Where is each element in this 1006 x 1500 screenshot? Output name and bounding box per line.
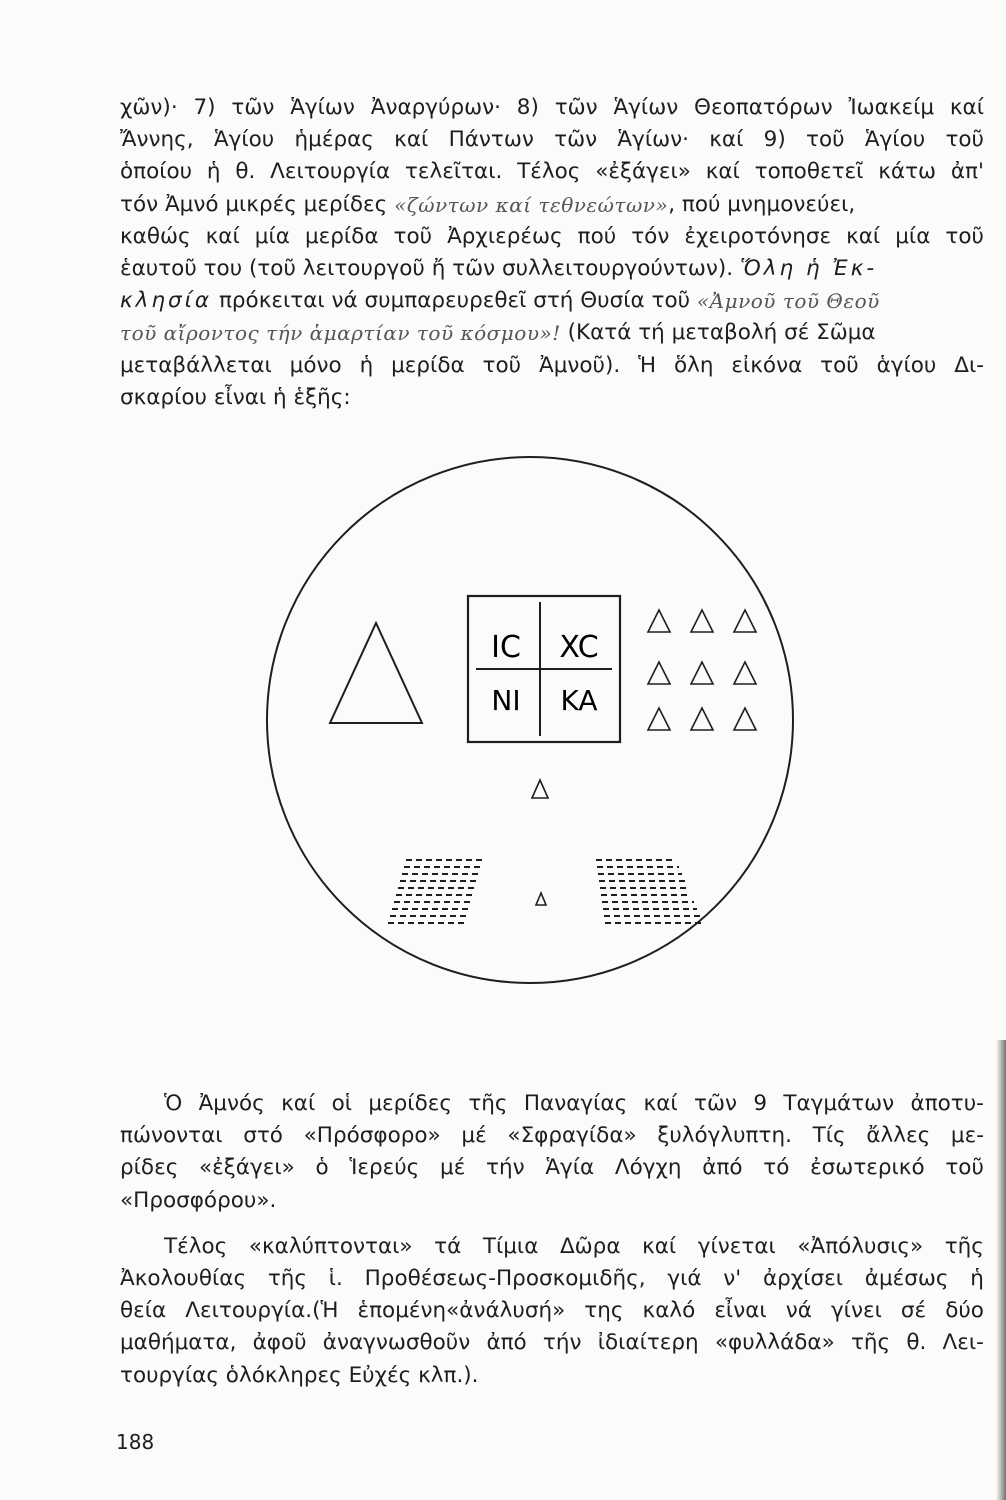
word: ὁποίου <box>120 159 193 185</box>
word: Ἁγίου <box>864 127 926 153</box>
order-triangle <box>691 708 713 730</box>
word: Τέλος <box>164 1233 228 1259</box>
word: τήν <box>486 1155 525 1181</box>
word: καί <box>643 1091 678 1116</box>
living-portions <box>388 860 486 923</box>
church-phrase-end: κλησία <box>120 288 213 314</box>
word: τοποθετεῖ <box>754 159 864 185</box>
word: σέ <box>900 1298 927 1324</box>
word: ἱ. <box>328 1266 343 1292</box>
line-text: τουργίας ὁλόκληρες Εὐχές κλπ.). <box>120 1362 479 1388</box>
word: 7) <box>193 95 216 120</box>
word: ὁ <box>315 1155 329 1181</box>
word: τοῦ <box>820 352 859 378</box>
word: «καλύπτονται» <box>248 1233 413 1259</box>
word: τῶν <box>554 127 598 153</box>
word: ἀπό <box>486 1330 527 1356</box>
lamb-seal <box>468 596 620 742</box>
bottom-text <box>120 1088 984 1392</box>
word: τοῦ <box>393 223 433 249</box>
word: μία <box>895 223 931 249</box>
text-line <box>120 1088 984 1120</box>
line-text <box>120 1152 984 1184</box>
word: Ἱερεύς <box>349 1155 420 1181</box>
word: τῆς <box>944 1233 984 1259</box>
line-text <box>120 92 984 124</box>
word: μαθήματα, <box>120 1330 237 1356</box>
word: ἀναγνωσθοῦν <box>322 1330 471 1356</box>
paragraph-gap <box>120 1217 984 1231</box>
line-text <box>120 1120 984 1152</box>
line-text <box>120 221 984 253</box>
word: εἰκόνα <box>731 352 803 378</box>
word: Λει- <box>942 1330 984 1356</box>
order-triangle <box>691 662 713 684</box>
word: Λόγχη <box>614 1155 682 1181</box>
text-line <box>120 1185 984 1217</box>
word: μόνο <box>289 352 342 378</box>
order-triangle <box>734 610 756 632</box>
line-text: σκαρίου εἶναι ἡ ἑξῆς: <box>120 384 351 410</box>
word: Ὁ <box>164 1091 183 1116</box>
word: ἡ <box>206 159 221 185</box>
word: Δῶρα <box>559 1233 621 1259</box>
word: Ἁγίου <box>213 127 275 153</box>
word: καθώς <box>120 223 191 249</box>
word: Τίμια <box>482 1233 539 1259</box>
page-edge-shadow <box>996 1040 1006 1500</box>
line-text: , πού μνημονεύει, <box>668 191 856 217</box>
word: Τέλος <box>517 159 581 185</box>
word: Ἀρχιερέως <box>447 223 563 249</box>
word: τοῦ <box>945 223 984 249</box>
word: Ἄννης, <box>120 127 194 153</box>
word: Ἰωακείμ <box>848 95 935 120</box>
seal-xc: XC <box>559 630 599 665</box>
line-text <box>120 1327 984 1359</box>
word: καλό <box>642 1298 696 1324</box>
order-triangle <box>734 662 756 684</box>
line-text <box>120 1295 984 1327</box>
word: ἑπομένη«ἀνάλυσή» <box>357 1298 566 1324</box>
text-line <box>120 1120 984 1152</box>
word: ἐχειροτόνησε <box>684 223 832 249</box>
word: Προθέσεως-Προσκομιδῆς, <box>364 1266 646 1292</box>
word: μεταβάλλεται <box>120 352 272 378</box>
seal-ka: KA <box>560 684 598 717</box>
page-number: 188 <box>116 1430 155 1454</box>
word: τελεῖται. <box>404 159 503 185</box>
word: ἁγίου <box>876 352 937 378</box>
word: Ἁγία <box>545 1155 595 1181</box>
word: 8) <box>516 95 539 120</box>
text-line <box>120 350 984 382</box>
text-line <box>120 317 984 349</box>
word: 9 <box>753 1091 767 1116</box>
diskarion-diagram <box>250 440 810 1000</box>
word: ἀφοῦ <box>252 1330 307 1356</box>
departed-portions <box>596 860 703 923</box>
word: τῶν <box>231 95 275 120</box>
word: Ἁγίων <box>290 95 355 120</box>
word: ἀπ' <box>950 159 984 185</box>
text-line <box>120 1231 984 1263</box>
word: ἰδιαίτερη <box>597 1330 699 1356</box>
line-text <box>164 1231 984 1263</box>
word: Λειτουργία.(Ἡ <box>185 1298 339 1324</box>
word: μέ <box>461 1123 487 1149</box>
word: δύο <box>945 1298 984 1324</box>
word: τοῦ <box>945 127 984 153</box>
word: νά <box>785 1298 812 1324</box>
text-line <box>120 1327 984 1359</box>
text-line <box>120 189 984 221</box>
word: τό <box>763 1155 790 1181</box>
theotokos-triangle <box>330 623 422 723</box>
word: καί <box>394 127 429 153</box>
word: εἶναι <box>714 1298 767 1324</box>
text-line <box>120 156 984 188</box>
word: πώνονται <box>120 1123 223 1149</box>
word: ἡ <box>359 352 374 378</box>
line-text: «Προσφόρου». <box>120 1187 277 1213</box>
word: καί <box>846 223 881 249</box>
word: ὅλη <box>673 352 714 378</box>
word: μερίδες <box>368 1091 452 1116</box>
word: «Σφραγίδα» <box>507 1123 637 1149</box>
word: Ταγμάτων <box>783 1091 895 1116</box>
line-text <box>164 1088 984 1120</box>
word: ἀρχίσει <box>762 1266 844 1292</box>
seal-ic: IC <box>491 630 521 665</box>
word: τῆς <box>267 1266 308 1292</box>
word: 9) <box>763 127 786 153</box>
word: Ἀναργύρων· <box>370 95 501 120</box>
word: Ἀκολουθίας <box>120 1266 247 1292</box>
line-text: (Κατά τή μεταβολή σέ Σῶμα <box>567 320 876 346</box>
seal-ni: NI <box>491 684 521 717</box>
word: ξυλόγλυπτη. <box>657 1123 792 1149</box>
word: Ἀμνοῦ). <box>538 352 621 378</box>
order-triangle <box>648 662 670 684</box>
text-line <box>120 92 984 124</box>
order-triangle <box>648 610 670 632</box>
word: ν' <box>723 1266 742 1292</box>
word: Παναγίας <box>523 1091 628 1116</box>
word: καί <box>642 1233 677 1259</box>
word: τῆς <box>468 1091 508 1116</box>
word: τῆς <box>850 1330 891 1356</box>
word: τοῦ <box>806 127 845 153</box>
line-text: τόν Ἀμνό μικρές μερίδες <box>120 191 388 217</box>
word: ἄλλες <box>866 1123 931 1149</box>
top-paragraph <box>120 92 984 414</box>
word: ἡ <box>970 1266 984 1292</box>
word: μία <box>254 223 290 249</box>
paten-circle <box>267 457 793 983</box>
word: καί <box>281 1091 316 1116</box>
word: Πάντων <box>448 127 534 153</box>
word: τῶν <box>694 1091 737 1116</box>
word: Δι- <box>954 352 984 378</box>
word: καί <box>949 95 984 120</box>
word: Ἁγίων· <box>617 127 689 153</box>
word: Τίς <box>812 1123 846 1149</box>
order-triangle <box>734 708 756 730</box>
word: ἀπό <box>702 1155 743 1181</box>
word: τήν <box>542 1330 582 1356</box>
line-text: πρόκειται νά συμπαρευρεθεῖ στή Θυσία τοῦ <box>218 288 691 314</box>
text-line <box>120 1295 984 1327</box>
whole-church-phrase: Ὅλη ἡ Ἐκ- <box>739 256 878 282</box>
lamb-of-god-quote-end: τοῦ αἴροντος τήν ἁμαρτίαν τοῦ κόσμου»! <box>120 321 561 346</box>
text-line <box>120 1152 984 1184</box>
word: τῶν <box>554 95 598 120</box>
word: ἀποτυ- <box>910 1091 984 1116</box>
word: Ἡ <box>638 352 657 378</box>
celebrant-triangle <box>536 893 546 905</box>
word: μερίδα <box>391 352 465 378</box>
word: Λειτουργία <box>270 159 391 185</box>
line-text <box>120 1263 984 1295</box>
word: πού <box>577 223 617 249</box>
order-triangle <box>691 610 713 632</box>
word: «φυλλάδα» <box>714 1330 835 1356</box>
word: τοῦ <box>945 1155 984 1181</box>
word: τοῦ <box>482 352 522 378</box>
nine-orders-triangles <box>648 610 756 730</box>
text-line <box>120 382 984 414</box>
word: μερίδα <box>304 223 379 249</box>
word: στό <box>243 1123 283 1149</box>
word: κάτω <box>878 159 937 185</box>
word: καί <box>205 223 240 249</box>
line-text <box>120 156 984 188</box>
living-and-dead-phrase: «ζώντων καί τεθνεώτων» <box>394 192 669 217</box>
word: οἱ <box>331 1091 353 1116</box>
word: Ἀμνός <box>198 1091 265 1116</box>
word: μέ <box>440 1155 466 1181</box>
word: καί <box>709 127 744 153</box>
word: «Ἀπόλυσις» <box>797 1233 924 1259</box>
word: «ἐξάγει» <box>595 159 691 185</box>
word: ἀμέσως <box>864 1266 949 1292</box>
line-text: ἑαυτοῦ του (τοῦ λειτουργοῦ ἤ τῶν συλλειτουργούντων). <box>120 256 734 282</box>
word: χῶν)· <box>120 95 178 120</box>
paragraph-prosphora <box>120 1088 984 1217</box>
word: «Πρόσφορο» <box>303 1123 441 1149</box>
text-line <box>120 285 984 317</box>
word: τόν <box>631 223 670 249</box>
word: τά <box>434 1233 462 1259</box>
text-line <box>120 124 984 156</box>
line-text <box>120 350 984 382</box>
word: θεία <box>120 1298 167 1324</box>
word: με- <box>950 1123 984 1149</box>
word: γιά <box>667 1266 702 1292</box>
line-text <box>120 124 984 156</box>
text-line <box>120 1263 984 1295</box>
word: θ. <box>906 1330 927 1356</box>
text-line <box>120 1360 984 1392</box>
word: «ἐξάγει» <box>199 1155 295 1181</box>
word: ἐσωτερικό <box>810 1155 925 1181</box>
text-line <box>120 221 984 253</box>
paragraph-dismissal <box>120 1231 984 1392</box>
word: θ. <box>235 159 256 185</box>
word: καί <box>705 159 740 185</box>
text-line <box>120 253 984 285</box>
word: ἡμέρας <box>294 127 374 153</box>
word: Ἁγίων <box>613 95 679 120</box>
word: της <box>584 1298 624 1324</box>
lamb-of-god-quote: «Ἀμνοῦ τοῦ Θεοῦ <box>696 289 880 314</box>
bishop-triangle <box>532 780 548 798</box>
word: Θεοπατόρων <box>694 95 833 120</box>
word: γίνεται <box>697 1233 776 1259</box>
word: γίνει <box>830 1298 882 1324</box>
order-triangle <box>648 708 670 730</box>
word: ρίδες <box>120 1155 179 1181</box>
